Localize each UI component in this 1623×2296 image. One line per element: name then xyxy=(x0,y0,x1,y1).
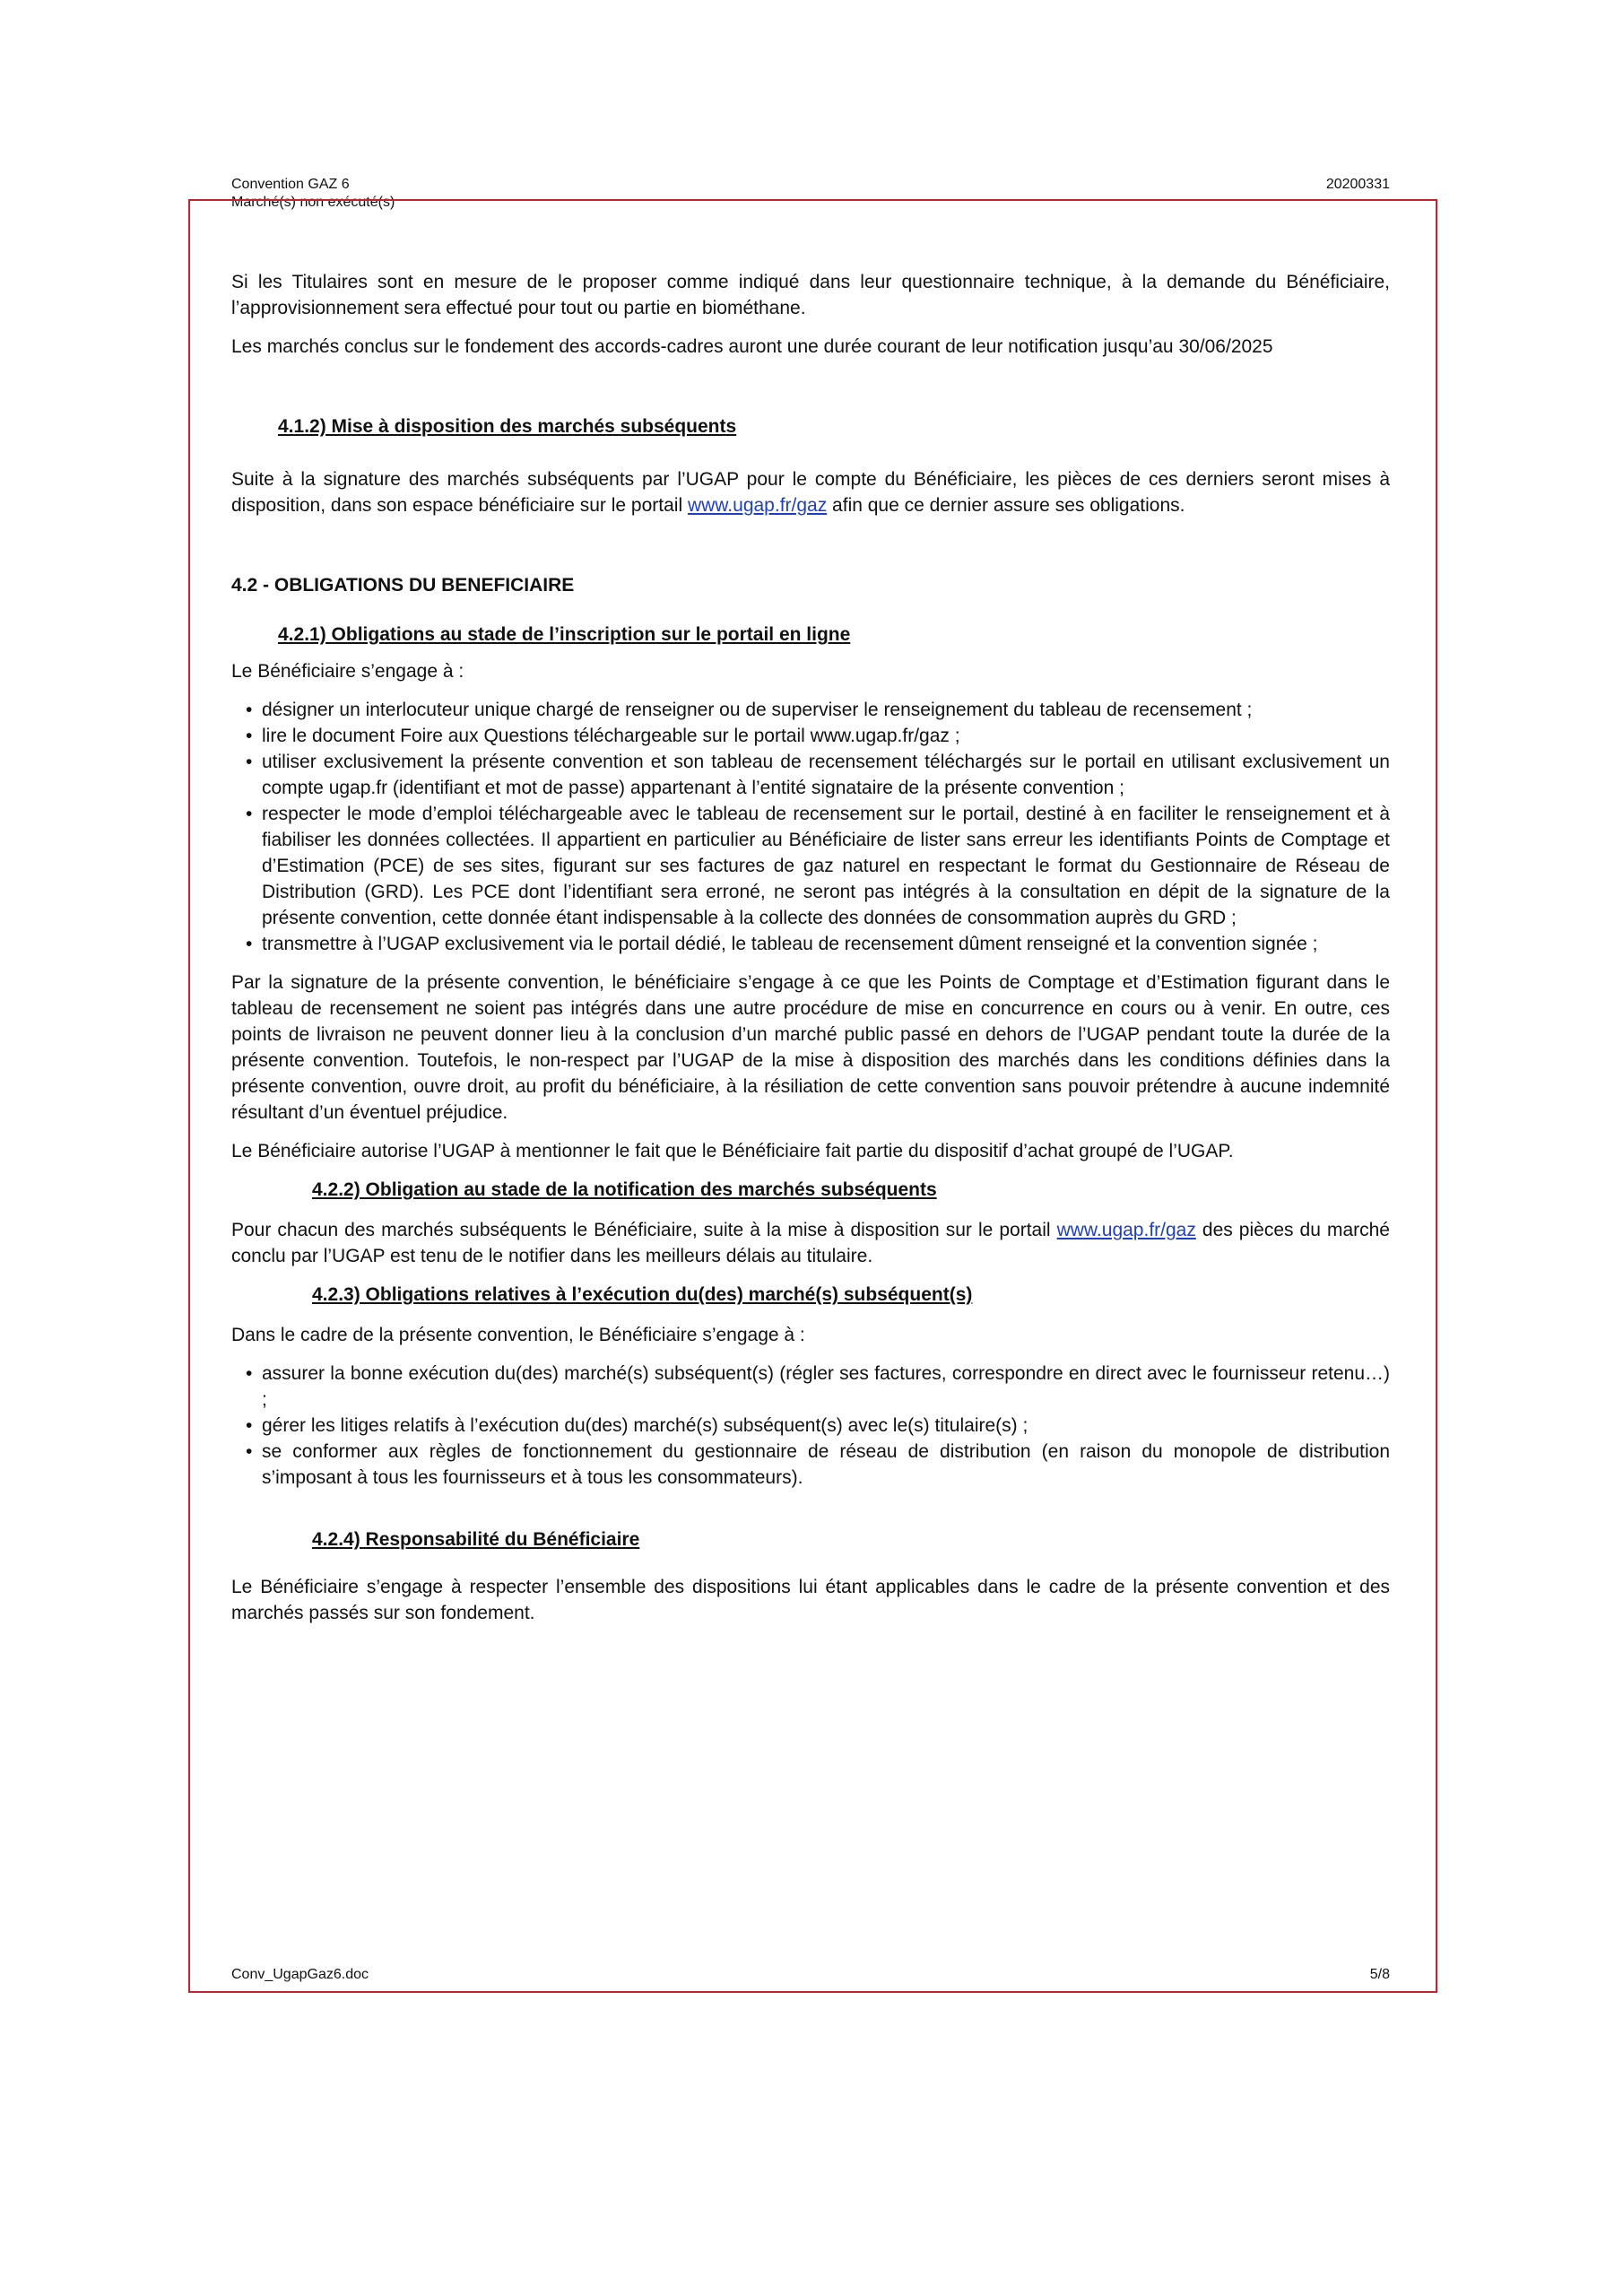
paragraph-duree: Les marchés conclus sur le fondement des accords-cadres auront une durée courant de leur notification jusqu’au 30/06/2025 xyxy=(231,336,1273,357)
paragraph-signature: Par la signature de la présente convention, le bénéficiaire s’engage à ce que les Points de Comptage et d’Estimation figurant dans le tableau de recensement ne soient pas intégrés dans une autre procédure de mise en concurrence en cours ou à venir. En outre, ces points de livraison ne peuvent donner lieu à la conclusion d’un marché public passé en dehors de l’UGAP pendant toute la durée de la présente convention. Toutefois, le non-respect par l’UGAP de la mise à disposition des marchés dans les conditions définies dans la présente convention, ouvre droit, au profit du bénéficiaire, à la résiliation de cette convention sans pouvoir prétendre à aucune indemnité résultant d’un éventuel préjudice. xyxy=(231,972,1390,1123)
paragraph-notification: Pour chacun des marchés subséquents le Bénéficiaire, suite à la mise à disposition sur le portail www.ugap.fr/gaz des pièces du marché conclu par l’UGAP est tenu de le notifier dans les meilleurs délais au titulaire. xyxy=(231,1220,1390,1266)
paragraph-mise-a-disposition: Suite à la signature des marchés subséquents par l’UGAP pour le compte du Bénéficiaire, les pièces de ces derniers seront mises à disposition, dans son espace bénéficiaire sur le portail www.ugap.fr/gaz afin que ce dernier assure ses obligations. xyxy=(231,469,1390,516)
obligations-list-inscription xyxy=(231,697,1390,957)
list-item: • transmettre à l’UGAP exclusivement via le portail dédié, le tableau de recensement dûment renseigné et la convention signée ; xyxy=(231,931,1390,957)
list-item: • désigner un interlocuteur unique chargé de renseigner ou de superviser le renseignement du tableau de recensement ; xyxy=(231,697,1390,723)
header-subtitle: Marché(s) non exécuté(s) xyxy=(231,195,395,210)
list-item: • utiliser exclusivement la présente convention et son tableau de recensement téléchargés sur le portail en utilisant exclusivement un compte ugap.fr (identifiant et mot de passe) appartenant à l’entité signataire de la présente convention ; xyxy=(231,749,1390,801)
heading-4-2-4: 4.2.4) Responsabilité du Bénéficiaire xyxy=(312,1529,640,1550)
header-date: 20200331 xyxy=(1325,177,1390,192)
paragraph-engagement: Le Bénéficiaire s’engage à : xyxy=(231,661,464,682)
paragraph-biomethane: Si les Titulaires sont en mesure de le proposer comme indiqué dans leur questionnaire technique, à la demande du Bénéficiaire, l’approvisionnement sera effectué pour tout ou partie en biométhane. xyxy=(231,272,1390,318)
list-item: • gérer les litiges relatifs à l’exécution du(des) marché(s) subséquent(s) avec le(s) titulaire(s) ; xyxy=(231,1413,1390,1439)
list-item: • respecter le mode d’emploi téléchargeable avec le tableau de recensement sur le portail, destiné à en faciliter le renseignement et à fiabiliser les données collectées. Il appartient en particulier au Bénéficiaire de lister sans erreur les identifiants Points de Comptage et d’Estimation (PCE) de ses sites, figurant sur ses factures de gaz naturel en respectant le format du Gestionnaire de Réseau de Distribution (GRD). Les PCE dont l’identifiant sera erroné, ne seront pas intégrés à la consultation en dépit de la signature de la présente convention, cette donnée étant indispensable à la collecte des données de consommation auprès du GRD ; xyxy=(231,801,1390,931)
list-item: • assurer la bonne exécution du(des) marché(s) subséquent(s) (régler ses factures, correspondre en direct avec le fournisseur retenu…) ; xyxy=(231,1361,1390,1413)
document-footer xyxy=(231,1966,1390,1984)
portal-link[interactable]: www.ugap.fr/gaz xyxy=(687,495,828,516)
footer-filename: Conv_UgapGaz6.doc xyxy=(231,1967,369,1982)
heading-4-2-1: 4.2.1) Obligations au stade de l’inscription sur le portail en ligne xyxy=(278,624,851,645)
heading-4-2-2: 4.2.2) Obligation au stade de la notification des marchés subséquents xyxy=(312,1179,937,1200)
paragraph-cadre: Dans le cadre de la présente convention, le Bénéficiaire s’engage à : xyxy=(231,1325,805,1345)
document-body xyxy=(231,269,1390,1639)
paragraph-autorisation: Le Bénéficiaire autorise l’UGAP à mentionner le fait que le Bénéficiaire fait partie du dispositif d’achat groupé de l’UGAP. xyxy=(231,1141,1234,1161)
header-title: Convention GAZ 6 xyxy=(231,177,350,192)
list-item: • se conformer aux règles de fonctionnement du gestionnaire de réseau de distribution (en raison du monopole de distribution s’imposant à tous les fournisseurs et à tous les consommateurs). xyxy=(231,1439,1390,1491)
heading-4-2: 4.2 - OBLIGATIONS DU BENEFICIAIRE xyxy=(231,575,575,596)
list-item: • lire le document Foire aux Questions téléchargeable sur le portail www.ugap.fr/gaz ; xyxy=(231,723,1390,749)
obligations-list-execution xyxy=(231,1361,1390,1491)
paragraph-responsabilite: Le Bénéficiaire s’engage à respecter l’ensemble des dispositions lui étant applicables dans le cadre de la présente convention et des marchés passés sur son fondement. xyxy=(231,1577,1390,1623)
page-number: 5/8 xyxy=(1369,1967,1390,1982)
heading-4-2-3: 4.2.3) Obligations relatives à l’exécution du(des) marché(s) subséquent(s) xyxy=(312,1284,973,1305)
portal-link[interactable]: www.ugap.fr/gaz xyxy=(1056,1220,1196,1240)
heading-4-1-2: 4.1.2) Mise à disposition des marchés subséquents xyxy=(278,416,737,437)
